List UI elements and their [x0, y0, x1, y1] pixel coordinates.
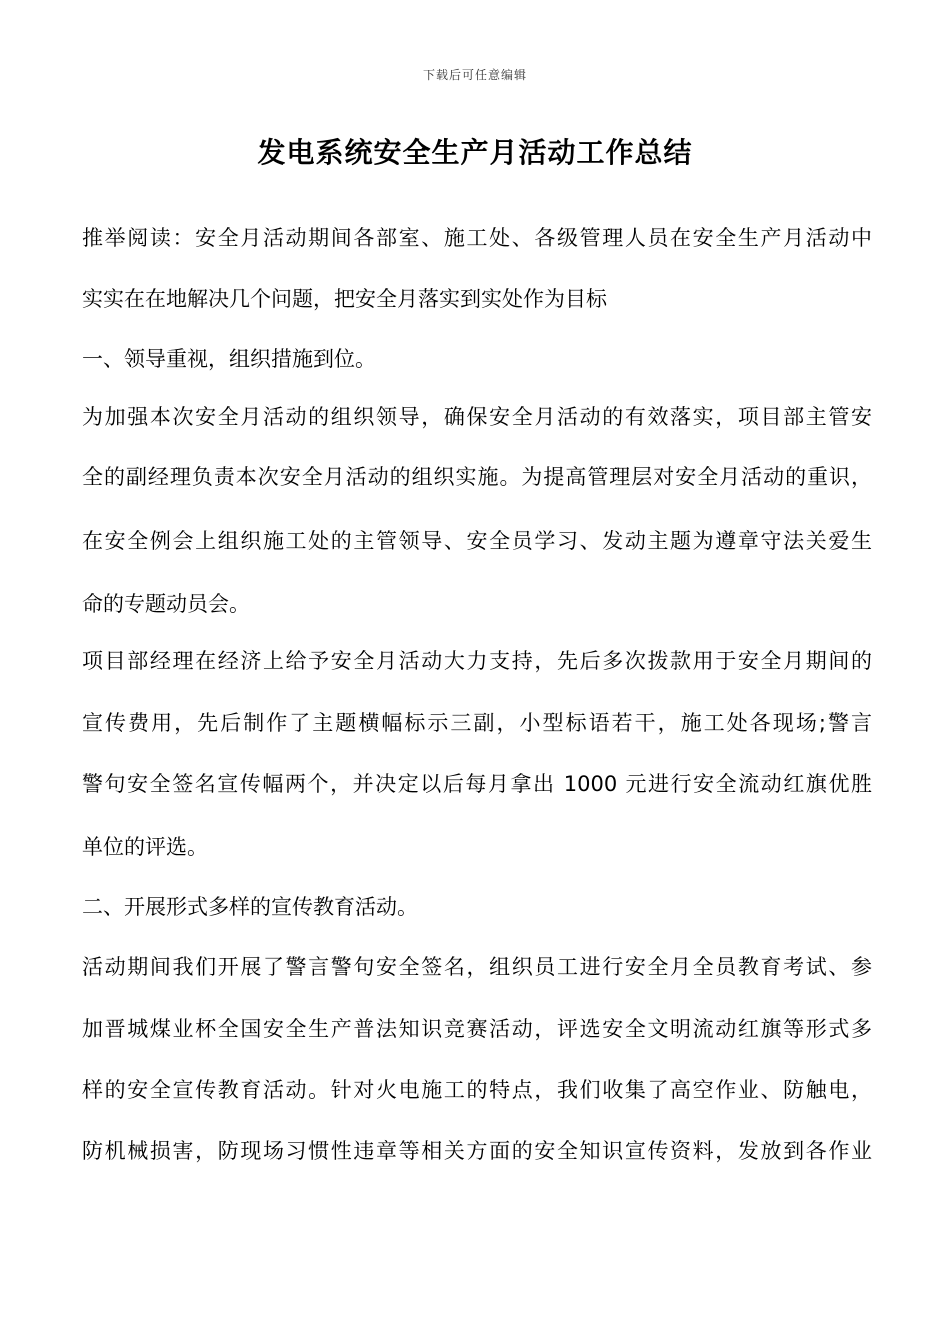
paragraph-line: 为加强本次安全月活动的组织领导，确保安全月活动的有效落实，项目部主管安: [82, 405, 872, 429]
header-note: 下载后可任意编辑: [422, 68, 527, 82]
paragraph-line: 单位的评选。: [82, 835, 208, 859]
paragraph-line: 实实在在地解决几个问题，把安全月落实到实处作为目标: [82, 287, 607, 311]
paragraph-line: 在安全例会上组织施工处的主管领导、安全员学习、发动主题为遵章守法关爱生: [82, 529, 872, 553]
document-title: 发电系统安全生产月活动工作总结: [257, 136, 693, 169]
paragraph-line: 项目部经理在经济上给予安全月活动大力支持，先后多次拨款用于安全月期间的: [82, 649, 872, 673]
paragraph-line: 防机械损害，防现场习惯性违章等相关方面的安全知识宣传资料，发放到各作业: [82, 1139, 872, 1163]
paragraph-line: 命的专题动员会。: [82, 592, 250, 616]
paragraph-line: 宣传费用，先后制作了主题横幅标示三副，小型标语若干，施工处各现场;警言: [82, 711, 872, 735]
paragraph-line: 警句安全签名宣传幅两个，并决定以后每月拿出 1000 元进行安全流动红旗优胜: [82, 772, 872, 796]
paragraph-line: 全的副经理负责本次安全月活动的组织实施。为提高管理层对安全月活动的重识，: [82, 465, 872, 489]
section-heading: 二、开展形式多样的宣传教育活动。: [82, 895, 418, 919]
section-heading: 一、领导重视，组织措施到位。: [82, 347, 376, 371]
paragraph-line: 加晋城煤业杯全国安全生产普法知识竞赛活动，评选安全文明流动红旗等形式多: [82, 1017, 872, 1041]
paragraph-line: 活动期间我们开展了警言警句安全签名，组织员工进行安全月全员教育考试、参: [82, 955, 872, 979]
paragraph-line: 样的安全宣传教育活动。针对火电施工的特点，我们收集了高空作业、防触电，: [82, 1078, 872, 1102]
paragraph-line: 推举阅读：安全月活动期间各部室、施工处、各级管理人员在安全生产月活动中: [82, 226, 872, 250]
